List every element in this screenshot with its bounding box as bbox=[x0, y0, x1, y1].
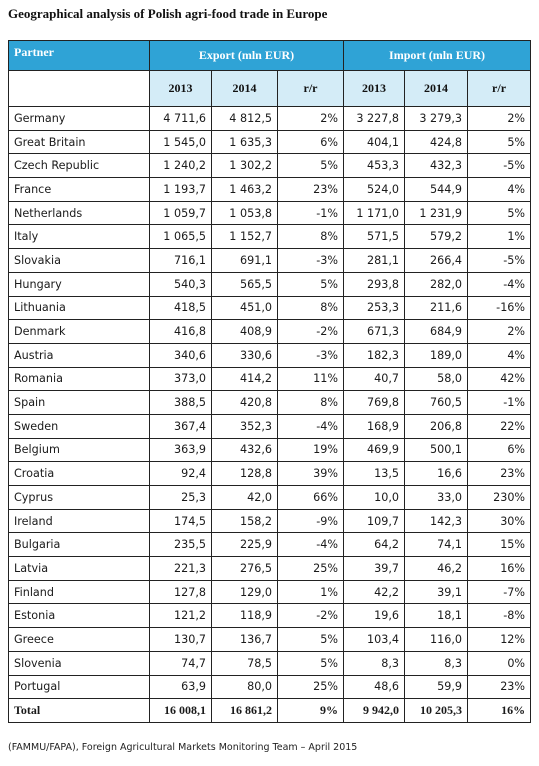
import-2013-cell: 40,7 bbox=[344, 367, 405, 391]
table-row bbox=[9, 367, 531, 391]
export-2014-cell: 1 635,3 bbox=[212, 130, 278, 154]
table-row bbox=[9, 343, 531, 367]
trade-table-container bbox=[8, 40, 530, 723]
export-2014-cell: 118,9 bbox=[212, 604, 278, 628]
export-2013-cell: 74,7 bbox=[150, 651, 212, 675]
total-partner-cell: Total bbox=[9, 699, 150, 723]
import-2013-cell: 453,3 bbox=[344, 154, 405, 178]
export-2013-cell: 373,0 bbox=[150, 367, 212, 391]
import-rr-cell: 0% bbox=[468, 651, 531, 675]
import-2013-cell: 671,3 bbox=[344, 320, 405, 344]
table-row bbox=[9, 201, 531, 225]
export-rr-cell: 39% bbox=[278, 462, 344, 486]
export-2014-cell: 451,0 bbox=[212, 296, 278, 320]
export-header: Export (mln EUR) bbox=[150, 41, 344, 71]
import-rr-cell: 30% bbox=[468, 509, 531, 533]
partner-cell: Greece bbox=[9, 628, 150, 652]
partner-cell: Latvia bbox=[9, 557, 150, 581]
table-row bbox=[9, 272, 531, 296]
partner-cell: Cyprus bbox=[9, 486, 150, 510]
import-2014-cell: 1 231,9 bbox=[405, 201, 468, 225]
import-2013-cell: 769,8 bbox=[344, 391, 405, 415]
export-2014-cell: 565,5 bbox=[212, 272, 278, 296]
table-row bbox=[9, 296, 531, 320]
export-2014-cell: 1 302,2 bbox=[212, 154, 278, 178]
import-2013-cell: 13,5 bbox=[344, 462, 405, 486]
import-2014-cell: 282,0 bbox=[405, 272, 468, 296]
table-row bbox=[9, 414, 531, 438]
import-2013-cell: 103,4 bbox=[344, 628, 405, 652]
total-export-2013-cell: 16 008,1 bbox=[150, 699, 212, 723]
export-2014-cell: 136,7 bbox=[212, 628, 278, 652]
export-2013-cell: 363,9 bbox=[150, 438, 212, 462]
export-2014-cell: 414,2 bbox=[212, 367, 278, 391]
export-2014-cell: 432,6 bbox=[212, 438, 278, 462]
partner-cell: Denmark bbox=[9, 320, 150, 344]
import-2014-cell: 33,0 bbox=[405, 486, 468, 510]
import-rr-header: r/r bbox=[468, 71, 531, 107]
import-2013-cell: 253,3 bbox=[344, 296, 405, 320]
import-2014-cell: 59,9 bbox=[405, 675, 468, 699]
export-rr-cell: 5% bbox=[278, 154, 344, 178]
import-2013-cell: 281,1 bbox=[344, 249, 405, 273]
table-row bbox=[9, 486, 531, 510]
partner-cell: Hungary bbox=[9, 272, 150, 296]
export-2013-header: 2013 bbox=[150, 71, 212, 107]
table-row bbox=[9, 130, 531, 154]
import-2014-header: 2014 bbox=[405, 71, 468, 107]
partner-cell: France bbox=[9, 178, 150, 202]
export-2013-cell: 25,3 bbox=[150, 486, 212, 510]
partner-cell: Germany bbox=[9, 107, 150, 131]
import-2014-cell: 424,8 bbox=[405, 130, 468, 154]
import-2014-cell: 39,1 bbox=[405, 580, 468, 604]
partner-cell: Croatia bbox=[9, 462, 150, 486]
page-title: Geographical analysis of Polish agri-food trade in Europe bbox=[8, 6, 328, 21]
import-2014-cell: 18,1 bbox=[405, 604, 468, 628]
export-2013-cell: 174,5 bbox=[150, 509, 212, 533]
import-rr-cell: 22% bbox=[468, 414, 531, 438]
import-2013-cell: 109,7 bbox=[344, 509, 405, 533]
export-rr-cell: 8% bbox=[278, 225, 344, 249]
import-2014-cell: 266,4 bbox=[405, 249, 468, 273]
import-rr-cell: 2% bbox=[468, 320, 531, 344]
import-2014-cell: 760,5 bbox=[405, 391, 468, 415]
import-2014-cell: 189,0 bbox=[405, 343, 468, 367]
export-2014-cell: 276,5 bbox=[212, 557, 278, 581]
import-2014-cell: 211,6 bbox=[405, 296, 468, 320]
import-2014-cell: 46,2 bbox=[405, 557, 468, 581]
import-rr-cell: 6% bbox=[468, 438, 531, 462]
partner-cell: Bulgaria bbox=[9, 533, 150, 557]
import-2014-cell: 142,3 bbox=[405, 509, 468, 533]
export-rr-cell: 25% bbox=[278, 675, 344, 699]
export-2013-cell: 127,8 bbox=[150, 580, 212, 604]
import-rr-cell: -7% bbox=[468, 580, 531, 604]
export-2013-cell: 716,1 bbox=[150, 249, 212, 273]
export-2013-cell: 1 059,7 bbox=[150, 201, 212, 225]
export-rr-cell: 25% bbox=[278, 557, 344, 581]
table-row bbox=[9, 651, 531, 675]
total-export-2014-cell: 16 861,2 bbox=[212, 699, 278, 723]
import-rr-cell: -1% bbox=[468, 391, 531, 415]
export-rr-cell: 8% bbox=[278, 391, 344, 415]
export-2013-cell: 1 065,5 bbox=[150, 225, 212, 249]
table-row bbox=[9, 249, 531, 273]
export-2014-cell: 129,0 bbox=[212, 580, 278, 604]
total-export-rr-cell: 9% bbox=[278, 699, 344, 723]
trade-table bbox=[8, 40, 531, 723]
import-2013-cell: 469,9 bbox=[344, 438, 405, 462]
total-import-rr-cell: 16% bbox=[468, 699, 531, 723]
import-rr-cell: 5% bbox=[468, 130, 531, 154]
header-row-top bbox=[9, 41, 531, 71]
export-rr-cell: -4% bbox=[278, 414, 344, 438]
import-2013-cell: 8,3 bbox=[344, 651, 405, 675]
export-rr-cell: -2% bbox=[278, 604, 344, 628]
table-row bbox=[9, 675, 531, 699]
export-2013-cell: 63,9 bbox=[150, 675, 212, 699]
export-2013-cell: 1 545,0 bbox=[150, 130, 212, 154]
export-rr-cell: 1% bbox=[278, 580, 344, 604]
export-2014-header: 2014 bbox=[212, 71, 278, 107]
import-2013-cell: 293,8 bbox=[344, 272, 405, 296]
total-import-2014-cell: 10 205,3 bbox=[405, 699, 468, 723]
import-rr-cell: -16% bbox=[468, 296, 531, 320]
table-row bbox=[9, 509, 531, 533]
import-rr-cell: -5% bbox=[468, 249, 531, 273]
header-row-years bbox=[9, 71, 531, 107]
import-2014-cell: 206,8 bbox=[405, 414, 468, 438]
export-rr-cell: 8% bbox=[278, 296, 344, 320]
import-2013-cell: 182,3 bbox=[344, 343, 405, 367]
total-row bbox=[9, 699, 531, 723]
export-2013-cell: 367,4 bbox=[150, 414, 212, 438]
import-rr-cell: 12% bbox=[468, 628, 531, 652]
import-2014-cell: 579,2 bbox=[405, 225, 468, 249]
export-2014-cell: 128,8 bbox=[212, 462, 278, 486]
import-2013-cell: 19,6 bbox=[344, 604, 405, 628]
table-row bbox=[9, 178, 531, 202]
export-2013-cell: 4 711,6 bbox=[150, 107, 212, 131]
import-rr-cell: 1% bbox=[468, 225, 531, 249]
partner-cell: Belgium bbox=[9, 438, 150, 462]
partner-cell: Great Britain bbox=[9, 130, 150, 154]
import-rr-cell: 4% bbox=[468, 343, 531, 367]
import-rr-cell: 16% bbox=[468, 557, 531, 581]
import-2014-cell: 684,9 bbox=[405, 320, 468, 344]
export-2014-cell: 691,1 bbox=[212, 249, 278, 273]
import-2014-cell: 116,0 bbox=[405, 628, 468, 652]
export-2013-cell: 92,4 bbox=[150, 462, 212, 486]
export-rr-header: r/r bbox=[278, 71, 344, 107]
partner-cell: Netherlands bbox=[9, 201, 150, 225]
import-2013-cell: 3 227,8 bbox=[344, 107, 405, 131]
export-2014-cell: 408,9 bbox=[212, 320, 278, 344]
export-2013-cell: 235,5 bbox=[150, 533, 212, 557]
export-rr-cell: -3% bbox=[278, 343, 344, 367]
import-2014-cell: 74,1 bbox=[405, 533, 468, 557]
import-2013-cell: 42,2 bbox=[344, 580, 405, 604]
table-row bbox=[9, 557, 531, 581]
export-rr-cell: -9% bbox=[278, 509, 344, 533]
import-2013-cell: 168,9 bbox=[344, 414, 405, 438]
import-2013-cell: 48,6 bbox=[344, 675, 405, 699]
import-2014-cell: 544,9 bbox=[405, 178, 468, 202]
partner-cell: Spain bbox=[9, 391, 150, 415]
partner-cell: Austria bbox=[9, 343, 150, 367]
export-2013-cell: 418,5 bbox=[150, 296, 212, 320]
export-2014-cell: 352,3 bbox=[212, 414, 278, 438]
import-2014-cell: 58,0 bbox=[405, 367, 468, 391]
export-rr-cell: 5% bbox=[278, 628, 344, 652]
export-2014-cell: 4 812,5 bbox=[212, 107, 278, 131]
export-rr-cell: -3% bbox=[278, 249, 344, 273]
table-row bbox=[9, 391, 531, 415]
export-rr-cell: 66% bbox=[278, 486, 344, 510]
export-2013-cell: 388,5 bbox=[150, 391, 212, 415]
partner-cell: Portugal bbox=[9, 675, 150, 699]
export-rr-cell: 5% bbox=[278, 272, 344, 296]
export-2013-cell: 1 193,7 bbox=[150, 178, 212, 202]
table-row bbox=[9, 533, 531, 557]
partner-cell: Romania bbox=[9, 367, 150, 391]
partner-cell: Italy bbox=[9, 225, 150, 249]
export-2013-cell: 416,8 bbox=[150, 320, 212, 344]
table-row bbox=[9, 580, 531, 604]
partner-cell: Czech Republic bbox=[9, 154, 150, 178]
import-2013-cell: 10,0 bbox=[344, 486, 405, 510]
import-2013-cell: 64,2 bbox=[344, 533, 405, 557]
export-2013-cell: 130,7 bbox=[150, 628, 212, 652]
export-2014-cell: 330,6 bbox=[212, 343, 278, 367]
export-2014-cell: 78,5 bbox=[212, 651, 278, 675]
partner-cell: Slovakia bbox=[9, 249, 150, 273]
export-rr-cell: 11% bbox=[278, 367, 344, 391]
table-row bbox=[9, 462, 531, 486]
table-row bbox=[9, 107, 531, 131]
import-rr-cell: 42% bbox=[468, 367, 531, 391]
partner-cell: Slovenia bbox=[9, 651, 150, 675]
import-rr-cell: 23% bbox=[468, 462, 531, 486]
import-2014-cell: 3 279,3 bbox=[405, 107, 468, 131]
partner-header: Partner bbox=[9, 41, 150, 71]
export-2013-cell: 221,3 bbox=[150, 557, 212, 581]
import-header: Import (mln EUR) bbox=[344, 41, 531, 71]
total-import-2013-cell: 9 942,0 bbox=[344, 699, 405, 723]
import-2014-cell: 16,6 bbox=[405, 462, 468, 486]
export-2014-cell: 225,9 bbox=[212, 533, 278, 557]
table-row bbox=[9, 225, 531, 249]
export-rr-cell: 5% bbox=[278, 651, 344, 675]
import-2013-cell: 1 171,0 bbox=[344, 201, 405, 225]
partner-cell: Finland bbox=[9, 580, 150, 604]
partner-cell: Lithuania bbox=[9, 296, 150, 320]
partner-header-blank bbox=[9, 71, 150, 107]
import-rr-cell: 230% bbox=[468, 486, 531, 510]
export-2013-cell: 340,6 bbox=[150, 343, 212, 367]
import-rr-cell: -5% bbox=[468, 154, 531, 178]
import-2013-cell: 404,1 bbox=[344, 130, 405, 154]
import-rr-cell: -4% bbox=[468, 272, 531, 296]
table-row bbox=[9, 604, 531, 628]
export-2014-cell: 1 152,7 bbox=[212, 225, 278, 249]
import-2014-cell: 500,1 bbox=[405, 438, 468, 462]
import-2013-cell: 524,0 bbox=[344, 178, 405, 202]
import-2013-cell: 571,5 bbox=[344, 225, 405, 249]
import-2014-cell: 432,3 bbox=[405, 154, 468, 178]
partner-cell: Sweden bbox=[9, 414, 150, 438]
export-rr-cell: -2% bbox=[278, 320, 344, 344]
export-2013-cell: 1 240,2 bbox=[150, 154, 212, 178]
table-row bbox=[9, 154, 531, 178]
import-rr-cell: 4% bbox=[468, 178, 531, 202]
import-rr-cell: 2% bbox=[468, 107, 531, 131]
partner-cell: Estonia bbox=[9, 604, 150, 628]
import-2014-cell: 8,3 bbox=[405, 651, 468, 675]
import-2013-cell: 39,7 bbox=[344, 557, 405, 581]
export-2014-cell: 420,8 bbox=[212, 391, 278, 415]
export-rr-cell: 2% bbox=[278, 107, 344, 131]
export-rr-cell: 6% bbox=[278, 130, 344, 154]
source-note: (FAMMU/FAPA), Foreign Agricultural Markets Monitoring Team – April 2015 bbox=[8, 742, 358, 753]
table-row bbox=[9, 628, 531, 652]
export-rr-cell: 23% bbox=[278, 178, 344, 202]
export-2014-cell: 80,0 bbox=[212, 675, 278, 699]
export-rr-cell: 19% bbox=[278, 438, 344, 462]
export-2013-cell: 540,3 bbox=[150, 272, 212, 296]
import-rr-cell: 5% bbox=[468, 201, 531, 225]
export-2014-cell: 1 463,2 bbox=[212, 178, 278, 202]
export-rr-cell: -4% bbox=[278, 533, 344, 557]
import-rr-cell: 15% bbox=[468, 533, 531, 557]
partner-cell: Ireland bbox=[9, 509, 150, 533]
export-2014-cell: 158,2 bbox=[212, 509, 278, 533]
import-rr-cell: 23% bbox=[468, 675, 531, 699]
table-body bbox=[9, 107, 531, 723]
export-2014-cell: 1 053,8 bbox=[212, 201, 278, 225]
export-rr-cell: -1% bbox=[278, 201, 344, 225]
export-2014-cell: 42,0 bbox=[212, 486, 278, 510]
table-row bbox=[9, 320, 531, 344]
import-rr-cell: -8% bbox=[468, 604, 531, 628]
import-2013-header: 2013 bbox=[344, 71, 405, 107]
export-2013-cell: 121,2 bbox=[150, 604, 212, 628]
table-row bbox=[9, 438, 531, 462]
